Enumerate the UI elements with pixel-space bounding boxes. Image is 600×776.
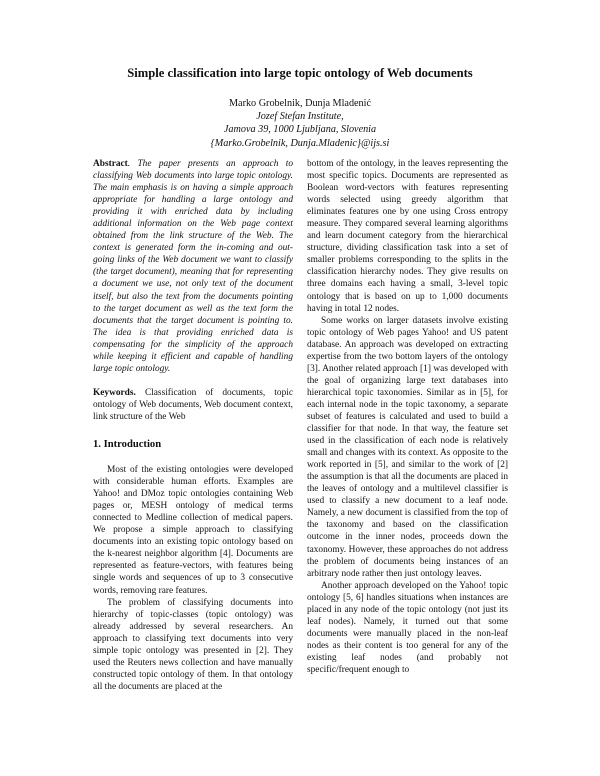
right-paragraph-1: bottom of the ontology, in the leaves representing the most specific topics. Documents are represented as Boolean word-vectors with features representing words selected using greedy algorithm that eliminates features one by one using Cross entropy measure. They compared several learning algorithms and learn document category from the hierarchical structure, dividing classification task into a set of smaller problems corresponding to the splits in the classification hierarchy nodes. They give results on three domains each having a small, 3-level topic ontology that is based on up to 1,000 documents having in total 12 nodes. bbox=[307, 159, 508, 314]
abstract-label: Abstract bbox=[93, 159, 128, 169]
author-emails: {Marko.Grobelnik, Dunja.Mladenic}@ijs.si bbox=[210, 137, 390, 149]
address: Jamova 39, 1000 Ljubljana, Slovenia bbox=[223, 124, 377, 136]
abstract-text: . The paper presents an approach to classifying Web documents into large topic ontology. The main emphasis is on having a simple approach appropriate for handling a large ontology and providing it with enriched data by including additional information on the Web page context obtained from the link structure of the Web. The context is generated form the in-coming and out-going links of the Web document we want to classify (the target document), meaning that for representing a document we use, not only text of the document itself, but also the text from the documents pointing to the target document as well as the text form the documents that the target document is pointing to. The idea is that providing enriched data is compensating for the simplicity of the approach while keeping it efficient and capable of handling large topic ontology. bbox=[93, 159, 293, 374]
keywords-label: Keywords. bbox=[93, 387, 136, 398]
intro-paragraph-1: Most of the existing ontologies were developed with considerable human efforts. Examples are Yahoo! and DMoz topic ontologies containing Web pages or, MESH ontology of medical terms connected to Medline collection of medical papers. We propose a simple approach to classifying documents into an existing topic ontology based on the k-nearest neighbor algorithm [4]. Documents are represented as feature-vectors, with features being single words and sequences of up to 3 consecutive words, removing rare features. bbox=[93, 465, 293, 596]
section-heading-introduction: 1. Introduction bbox=[93, 438, 162, 450]
author-names: Marko Grobelnik, Dunja Mladenić bbox=[228, 98, 372, 109]
affiliation: Jozef Stefan Institute, bbox=[256, 111, 344, 123]
left-column bbox=[93, 158, 293, 693]
right-column bbox=[307, 158, 508, 676]
right-paragraph-3: Another approach developed on the Yahoo! topic ontology [5, 6] handles situations when instances are placed in any node of the topic ontology (not just its leaf nodes). Namely, it turned out that some documents were manually placed in the non-leaf nodes as their content is too general for any of the existing leaf nodes (and probably not specific/frequent enough to bbox=[307, 580, 508, 675]
keywords bbox=[93, 387, 293, 423]
intro-paragraph-2: The problem of classifying documents into hierarchy of topic-classes (topic ontology) was already addressed by several researchers. An approach to classifying text documents into very simple topic ontology was presented in [2]. They used the Reuters news collection and have manually constructed topic ontology of them. In that ontology all the documents are placed at the bbox=[93, 597, 293, 692]
abstract bbox=[93, 158, 293, 375]
right-paragraph-2: Some works on larger datasets involve existing topic ontology of Web pages Yahoo! and US patent database. An approach was developed on extracting expertise from the two bottom layers of the ontology [3]. Another related approach [1] was developed with the goal of organizing large text databases into hierarchical topic taxonomies. Similar as in [5], for each internal node in the topic taxonomy, a separate subset of features is calculated and used to build a classifier for that node. In that way, the feature set used in the classification of each node is relatively small and changes with its context. As opposite to the work reported in [5], and similar to the work of [2] the assumption is that all the documents are placed in the leaves of ontology and a multilevel classifier is used to classify a new document to a leaf node. Namely, a new document is classified from the top of the taxonomy and based on the classification outcome in the inner nodes, proceeds down the taxonomy. However, these approaches do not address the problem of documents being instances of an arbitrary node rather then just ontology leaves. bbox=[307, 315, 508, 579]
keywords-text: Classification of documents, topic ontology of Web documents, Web document context, link structure of the Web bbox=[93, 387, 293, 422]
paper-title: Simple classification into large topic ontology of Web documents bbox=[127, 66, 473, 80]
author-block bbox=[150, 97, 450, 150]
